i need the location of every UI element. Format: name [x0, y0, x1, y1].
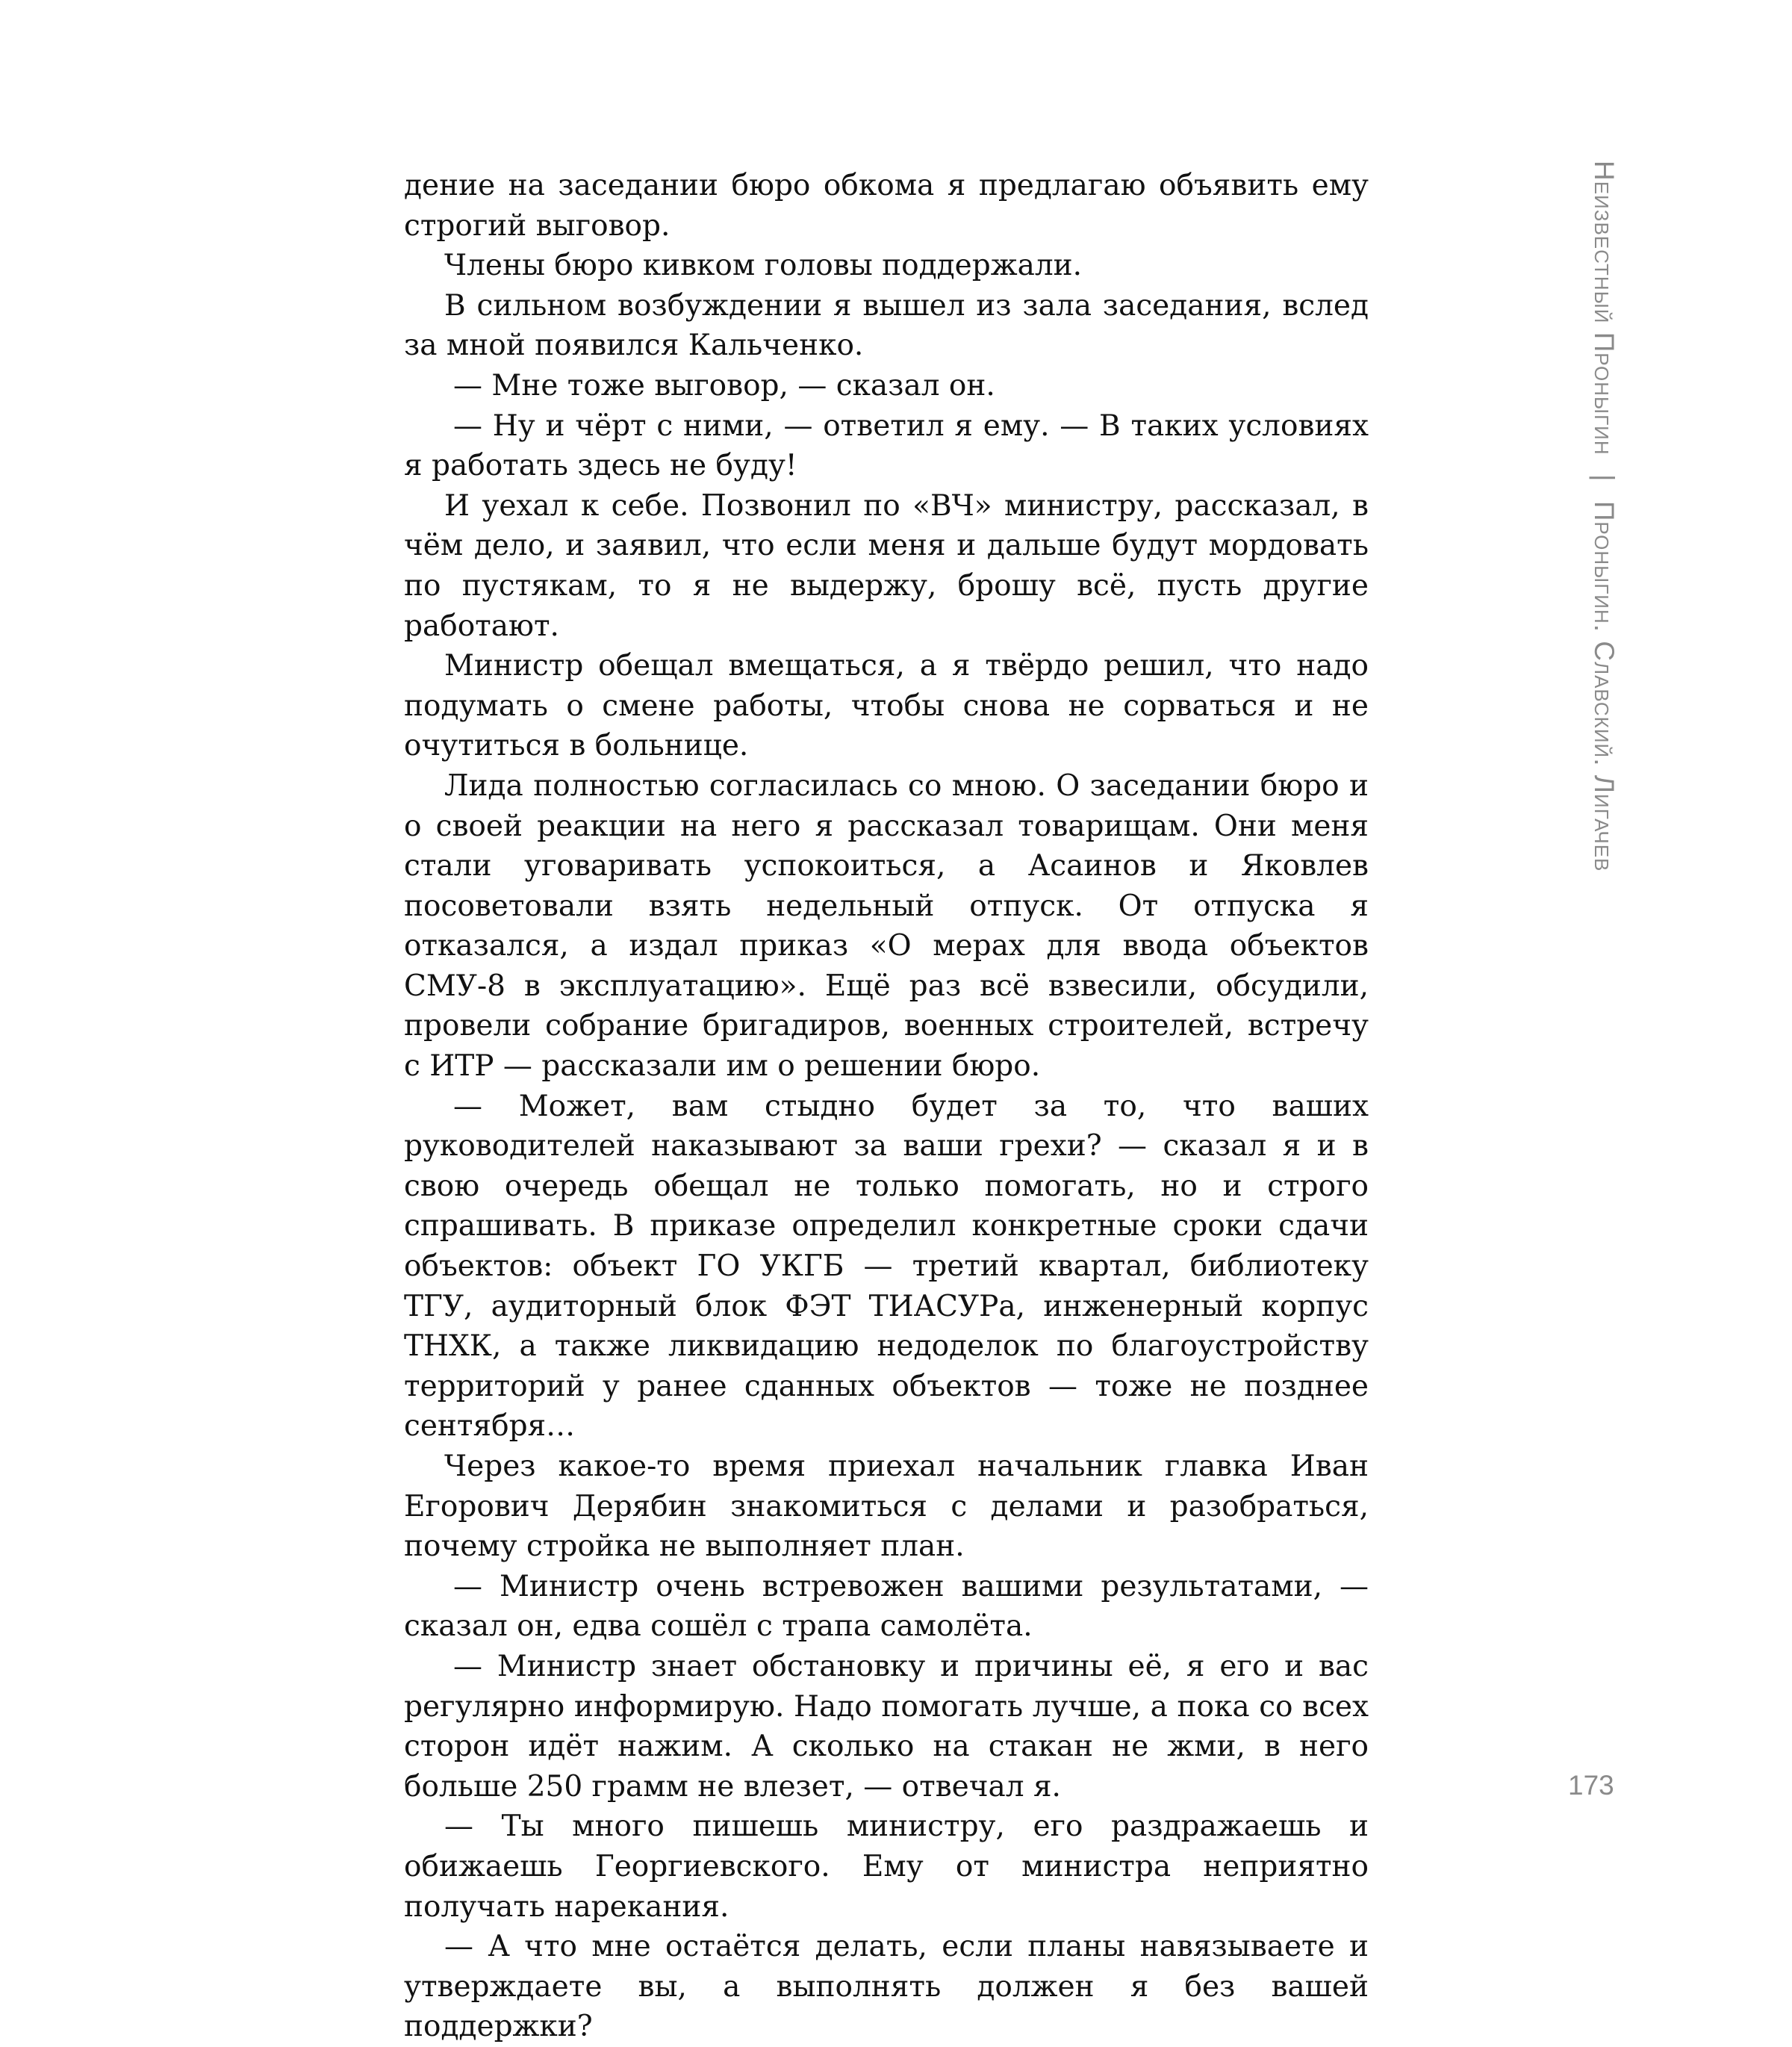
paragraph: И уехал к себе. Позвонил по «ВЧ» министру, рассказал, в чём дело, и заявил, что если меня и дальше будут мордовать по пустякам, то я не выдержу, брошу всё, пусть другие работают. [404, 488, 1369, 643]
paragraph: — Ты много пишешь министру, его раздражаешь и обижаешь Георгиевского. Ему от министра неприятно получать нарекания. [404, 1810, 1369, 1924]
paragraph: — Министр очень встревожен вашими результатами, — сказал он, едва сошёл с трапа самолёта. [404, 1569, 1369, 1644]
paragraph: Министр обещал вмещаться, а я твёрдо решил, что надо подумать о смене работы, чтобы снова не сорваться и не очутиться в больнице. [404, 649, 1369, 763]
running-head [1570, 161, 1637, 872]
paragraph: дение на заседании бюро обкома я предлагаю объявить ему строгий выговор. [404, 169, 1369, 243]
paragraph: — А что мне остаётся делать, если планы навязываете и утверждаете вы, а выполнять должен я без вашей поддержки? [404, 1930, 1369, 2044]
running-head-book-title: Неизвестный Проныгин [1589, 161, 1620, 456]
paragraph: Члены бюро кивком головы поддержали. [444, 249, 1083, 283]
running-head-chapter-title: Проныгин. Славский. Лигачев [1589, 500, 1620, 872]
paragraph: Лида полностью согласилась со мною. О заседании бюро и о своей реакции на него я рассказал товарищам. Они меня стали уговаривать успокоиться, а Асаинов и Яковлев посоветовали взять недельный отпуск. От отпуска я отказался, а издал приказ «О мерах для ввода объектов СМУ-8 в эксплуатацию». Ещё раз всё взвесили, обсудили, провели собрание бригадиров, военных строителей, встречу с ИТР — рассказали им о решении бюро. [404, 768, 1369, 1084]
page-number: 173 [1568, 1770, 1614, 1801]
paragraph: — Ну и чёрт с ними, — ответил я ему. — В таких условиях я работать здесь не буду! [404, 409, 1369, 483]
paragraph: В сильном возбуждении я вышел из зала заседания, вслед за мной появился Кальченко. [404, 288, 1369, 363]
paragraph: — Министр знает обстановку и причины её, я его и вас регулярно информирую. Надо помогать лучше, а пока со всех сторон идёт нажим. А сколько на стакан не жми, в него больше 250 грамм не влезет, — отвечал я. [404, 1649, 1369, 1804]
paragraph: Через какое-то время приехал начальник главка Иван Егорович Дерябин знакомиться с делами и разобраться, почему стройка не выполняет план. [404, 1450, 1369, 1564]
paragraph: — Мне тоже выговор, — сказал он. [453, 368, 995, 403]
running-head-separator: | [1589, 473, 1620, 482]
body-text [404, 166, 1369, 2047]
paragraph: — Может, вам стыдно будет за то, что ваших руководителей наказывают за ваши грехи? — сказал я и в свою очередь обещал не только помогать, но и строго спрашивать. В приказе определил конкретные сроки сдачи объектов: объект ГО УКГБ — третий квартал, библиотеку ТГУ, аудиторный блок ФЭТ ТИАСУРа, инженерный корпус ТНХК, а также ликвидацию недоделок по благоустройству территорий у ранее сданных объектов — тоже не позднее сентября… [404, 1089, 1369, 1444]
